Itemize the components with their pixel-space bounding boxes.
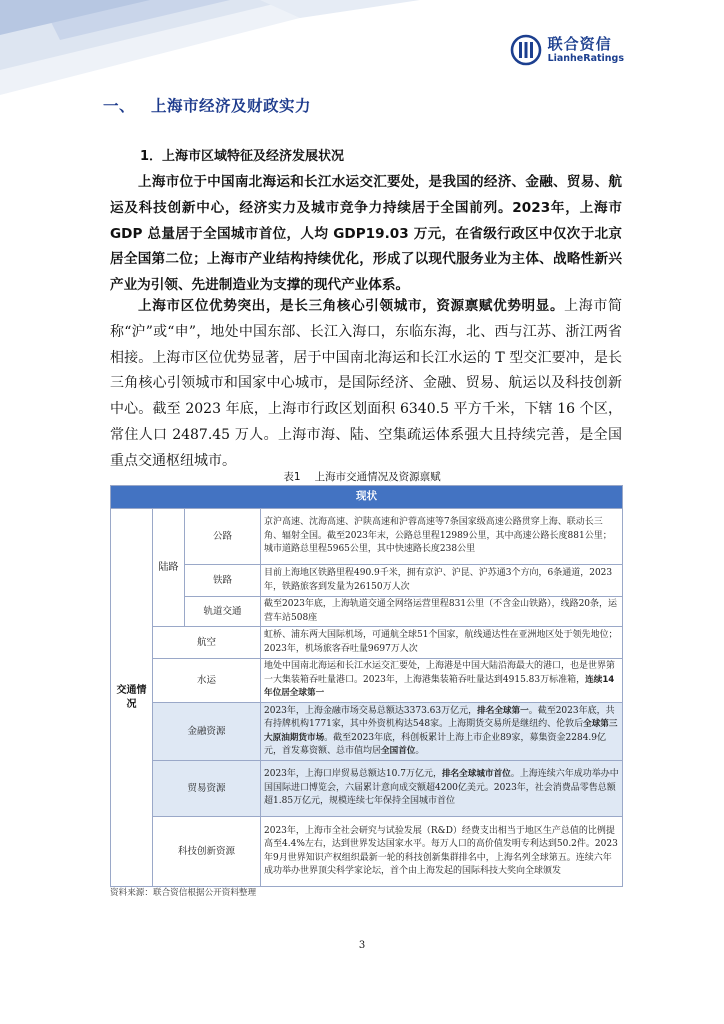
finance-label: 金融资源 — [153, 703, 261, 761]
tech-text: 2023年，上海市全社会研究与试验发展（R&D）经费支出相当于地区生产总值的比例提高至4.4%左右，达到世界发达国家水平。每万人口的高价值发明专利达到50.2件。2023年9月世界知识产权组织最新一轮的科技创新集群排名中，上海名列全球第五。连续六年成功举办世界顶尖科学家论坛，首个由上海发起的国际科技大奖向全球颁发 — [261, 817, 623, 887]
paragraph-overview: 上海市位于中国南北海运和长江水运交汇要处，是我国的经济、金融、贸易、航运及科技创新中心，经济实力及城市竞争力持续居于全国前列。2023年，上海市 GDP 总量居于全国城市首位，人均 GDP19.03 万元，在省级行政区中仅次于北京居全国第二位；上海市产业结构持续优化，形成了以现代服务业为主体、战略性新兴产业为引领、先进制造业为支撑的现代产业体系。 — [110, 174, 622, 294]
table-row — [111, 659, 623, 703]
water-label: 水运 — [153, 659, 261, 703]
table-row — [111, 509, 623, 565]
table-row — [111, 703, 623, 761]
table-header-cell: 现状 — [111, 486, 623, 509]
table-row — [111, 597, 623, 627]
page-number: 3 — [358, 940, 366, 951]
metro-text: 截至2023年底，上海轨道交通全网络运营里程831公里（不含金山铁路），线路20条，运营车站508座 — [261, 597, 623, 627]
section-title: 上海市经济及财政实力 — [151, 97, 312, 115]
table-caption — [0, 469, 724, 484]
railway-label: 铁路 — [185, 565, 261, 597]
table-row — [111, 565, 623, 597]
aviation-text: 虹桥、浦东两大国际机场，可通航全球51个国家，航线通达性在亚洲地区处于领先地位；2023年，机场旅客吞吐量9697万人次 — [261, 627, 623, 659]
logo-chinese-name: 联合资信 — [547, 35, 612, 53]
company-logo — [510, 34, 624, 66]
water-text: 地处中国南北海运和长江水运交汇要处，上海港是中国大陆沿海最大的港口，也是世界第一大集装箱吞吐量港口。2023年，上海港集装箱吞吐量达到4915.83万标准箱，连续14年位居全球第一 — [261, 659, 623, 703]
highway-text: 京沪高速、沈海高速、沪陕高速和沪蓉高速等7条国家级高速公路贯穿上海、联动长三角、辐射全国。截至2023年末，公路总里程12989公里，其中高速公路长度881公里；城市道路总里程5965公里，其中快速路长度238公里 — [261, 509, 623, 565]
logo-english-name: LianheRatings — [547, 53, 624, 64]
paragraph-location-lead: 上海市区位优势突出，是长三角核心引领城市，资源禀赋优势明显。 — [138, 298, 565, 314]
subsection-heading: 1．上海市区域特征及经济发展状况 — [140, 149, 345, 164]
trade-text: 2023年，上海口岸贸易总额达10.7万亿元，排名全球城市首位。上海连续六年成功举办中国国际进口博览会，六届累计意向成交额超4200亿美元。2023年，社会消费品零售总额超1.85万亿元，规模连续七年保持全国城市首位 — [261, 761, 623, 817]
railway-text: 目前上海地区铁路里程490.9千米，拥有京沪、沪昆、沪苏通3个方向，6条通道，2023年，铁路旅客到发量为26150万人次 — [261, 565, 623, 597]
paragraph-location — [110, 294, 622, 475]
table-row — [111, 761, 623, 817]
table-row — [111, 627, 623, 659]
finance-text: 2023年，上海金融市场交易总额达3373.63万亿元，排名全球第一。截至2023年底，共有持牌机构1771家，其中外资机构达548家。上海期货交易所是继纽约、伦敦后全球第三大原油期货市场。截至2023年底，科创板累计上海上市企业89家，募集资金2284.9亿元，首发募资额、总市值均居全国首位。 — [261, 703, 623, 761]
aviation-label: 航空 — [153, 627, 261, 659]
transport-resources-table — [110, 485, 623, 887]
table-number: 表1 — [283, 471, 301, 483]
highway-label: 公路 — [185, 509, 261, 565]
category-cell: 交通情况 — [111, 509, 153, 887]
table-title: 上海市交通情况及资源禀赋 — [314, 471, 441, 483]
section-heading — [103, 94, 311, 116]
trade-label: 贸易资源 — [153, 761, 261, 817]
table-header-row — [111, 486, 623, 509]
table-row — [111, 817, 623, 887]
section-number: 一、 — [103, 97, 136, 115]
table-source-note: 资料来源：联合资信根据公开资料整理 — [110, 888, 257, 898]
land-group-cell: 陆路 — [153, 509, 185, 627]
metro-label: 轨道交通 — [185, 597, 261, 627]
paragraph-location-body: 上海市简称“沪”或“申”，地处中国东部、长江入海口，东临东海，北、西与江苏、浙江两省相接。上海市区位优势显著，居于中国南北海运和长江水运的 T 型交汇要冲，是长三角核心引领城市和国家中心城市，是国际经济、金融、贸易、航运以及科技创新中心。截至 2023 年底，上海市行政区划面积 6340.5 平方千米，下辖 16 个区，常住人口 2487.45 万人。上海市海、陆、空集疏运体系强大且持续完善，是全国重点交通枢纽城市。 — [110, 298, 623, 469]
lianhe-logo-icon — [510, 34, 542, 66]
tech-label: 科技创新资源 — [153, 817, 261, 887]
